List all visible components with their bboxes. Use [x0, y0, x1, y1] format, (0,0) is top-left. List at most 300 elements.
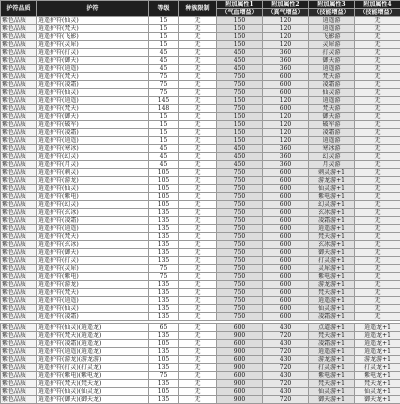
cell-attr4: 逍遥龙+1: [355, 332, 400, 340]
cell-attr3: 月灵游: [309, 161, 355, 169]
cell-name: 逍遥护符(幻灵): [37, 201, 149, 209]
cell-attr3: 凌霜游+1: [309, 217, 355, 225]
cell-attr2: 600: [263, 201, 309, 209]
cell-limit: 无: [179, 121, 217, 129]
cell-attr3: 仙灵游: [309, 89, 355, 97]
cell-limit: 无: [179, 388, 217, 396]
cell-attr4: 无: [355, 73, 400, 81]
cell-attr3: 刺灵游+1: [309, 169, 355, 177]
cell-attr2: 120: [263, 97, 309, 105]
cell-attr1: 150: [217, 25, 263, 33]
cell-limit: 无: [179, 145, 217, 153]
cell-quality: 紫色品质: [1, 105, 37, 113]
header-row: [1, 1, 400, 9]
cell-level: 135: [149, 257, 179, 265]
cell-attr4: 无: [355, 233, 400, 241]
cell-attr2: 360: [263, 49, 309, 57]
cell-quality: 紫色品质: [1, 273, 37, 281]
cell-attr1: 750: [217, 305, 263, 313]
cell-quality: 紫色品质: [1, 233, 37, 241]
cell-level: 135: [149, 364, 179, 372]
cell-level: 135: [149, 241, 179, 249]
cell-attr1: 900: [217, 380, 263, 388]
cell-attr4: 无: [355, 201, 400, 209]
table-row: [1, 169, 400, 177]
cell-name: 逍遥护符(紫电): [37, 193, 149, 201]
cell-name: 逍遥护符(灵犀): [37, 41, 149, 49]
cell-attr1: 750: [217, 217, 263, 225]
cell-quality: 紫色品质: [1, 17, 37, 25]
table-row: [1, 305, 400, 313]
table-row: [1, 121, 400, 129]
table-row: [1, 97, 400, 105]
table-row: [1, 313, 400, 321]
cell-attr4: 游龙游+1: [355, 356, 400, 364]
cell-attr2: 600: [263, 217, 309, 225]
cell-attr2: 120: [263, 33, 309, 41]
cell-quality: 紫色品质: [1, 241, 37, 249]
cell-name: 逍遥护符(逍遥)(逍遥龙): [37, 348, 149, 356]
cell-attr1: 750: [217, 257, 263, 265]
cell-limit: 无: [179, 193, 217, 201]
cell-attr2: 120: [263, 129, 309, 137]
cell-quality: 紫色品质: [1, 372, 37, 380]
cell-level: 135: [149, 281, 179, 289]
cell-attr4: 仙灵龙+1: [355, 388, 400, 396]
cell-name: 逍遥护符(打灵): [37, 49, 149, 57]
cell-attr1: 750: [217, 265, 263, 273]
cell-limit: 无: [179, 356, 217, 364]
cell-attr2: 600: [263, 241, 309, 249]
cell-attr4: 无: [355, 161, 400, 169]
cell-attr1: 750: [217, 297, 263, 305]
header-name: 护符: [37, 1, 149, 17]
cell-attr4: 御天龙+1: [355, 396, 400, 404]
cell-limit: 无: [179, 201, 217, 209]
cell-attr2: 600: [263, 233, 309, 241]
cell-attr2: 360: [263, 153, 309, 161]
cell-name: 逍遥护符(仙灵)(仙灵龙): [37, 388, 149, 396]
cell-attr3: 打灵游+1: [309, 257, 355, 265]
cell-level: 135: [149, 297, 179, 305]
cell-name: 逍遥护符(月灵): [37, 161, 149, 169]
cell-level: 105: [149, 177, 179, 185]
table-row: [1, 105, 400, 113]
cell-quality: 紫色品质: [1, 113, 37, 121]
cell-attr1: 750: [217, 289, 263, 297]
cell-quality: 紫色品质: [1, 297, 37, 305]
cell-quality: 紫色品质: [1, 97, 37, 105]
cell-attr3: 逍遥游: [309, 137, 355, 145]
cell-attr3: 逍遥游+1: [309, 297, 355, 305]
cell-level: 75: [149, 273, 179, 281]
cell-attr4: 无: [355, 41, 400, 49]
cell-attr1: 750: [217, 169, 263, 177]
cell-attr2: 600: [263, 313, 309, 321]
header-attr3: 附加属性3: [309, 1, 355, 9]
cell-level: 15: [149, 41, 179, 49]
cell-attr4: 无: [355, 209, 400, 217]
cell-limit: 无: [179, 289, 217, 297]
cell-level: 105: [149, 356, 179, 364]
cell-attr3: 灵犀游+1: [309, 265, 355, 273]
cell-attr1: 750: [217, 185, 263, 193]
table-row: [1, 65, 400, 73]
cell-attr1: 900: [217, 364, 263, 372]
table-row: [1, 257, 400, 265]
cell-name: 逍遥护符(凌霜): [37, 217, 149, 225]
cell-limit: 无: [179, 169, 217, 177]
cell-limit: 无: [179, 257, 217, 265]
cell-limit: 无: [179, 396, 217, 404]
cell-level: 75: [149, 73, 179, 81]
cell-quality: 紫色品质: [1, 185, 37, 193]
cell-name: 逍遥护符(刺灵): [37, 169, 149, 177]
cell-limit: 无: [179, 81, 217, 89]
cell-name: 逍遥护符(凌霜): [37, 81, 149, 89]
cell-name: 逍遥护符(梵天): [37, 25, 149, 33]
cell-quality: 紫色品质: [1, 177, 37, 185]
cell-attr4: 无: [355, 305, 400, 313]
cell-attr4: 无: [355, 145, 400, 153]
table-row: [1, 348, 400, 356]
cell-attr3: 游龙游+1: [309, 356, 355, 364]
cell-quality: 紫色品质: [1, 145, 37, 153]
cell-name: 逍遥护符(凌霜): [37, 313, 149, 321]
table-row: [1, 25, 400, 33]
cell-attr1: 150: [217, 129, 263, 137]
cell-attr2: 430: [263, 324, 309, 332]
cell-attr1: 150: [217, 33, 263, 41]
header-attr2-sub: （真气增益）: [263, 9, 309, 17]
cell-attr3: 御天游+1: [309, 396, 355, 404]
cell-quality: 紫色品质: [1, 364, 37, 372]
cell-name: 逍遥护符(紫电): [37, 273, 149, 281]
cell-name: 逍遥护符(梵天): [37, 289, 149, 297]
table-row: [1, 185, 400, 193]
table-row: [1, 388, 400, 396]
cell-attr1: 750: [217, 241, 263, 249]
cell-attr1: 750: [217, 281, 263, 289]
cell-attr3: 御天游: [309, 57, 355, 65]
cell-limit: 无: [179, 113, 217, 121]
cell-name: 逍遥护符(游龙): [37, 281, 149, 289]
cell-limit: 无: [179, 57, 217, 65]
cell-attr2: 430: [263, 372, 309, 380]
cell-limit: 无: [179, 17, 217, 25]
cell-level: 45: [149, 153, 179, 161]
cell-attr3: 逍遥游: [309, 25, 355, 33]
cell-attr2: 720: [263, 380, 309, 388]
cell-attr3: 仙灵游+1: [309, 305, 355, 313]
table-row: [1, 41, 400, 49]
cell-attr3: 凌霜游: [309, 129, 355, 137]
table-row: [1, 249, 400, 257]
header-attr4-sub: （技能增益）: [355, 9, 400, 17]
table-row: [1, 89, 400, 97]
cell-name: 逍遥护符(游龙)(游龙游): [37, 356, 149, 364]
cell-attr1: 600: [217, 340, 263, 348]
cell-name: 逍遥护符(御天): [37, 57, 149, 65]
cell-attr4: 无: [355, 249, 400, 257]
cell-attr3: 紫电游+1: [309, 193, 355, 201]
cell-attr3: 玄冰游+1: [309, 209, 355, 217]
cell-quality: 紫色品质: [1, 65, 37, 73]
cell-limit: 无: [179, 89, 217, 97]
cell-quality: 紫色品质: [1, 340, 37, 348]
cell-quality: 紫色品质: [1, 249, 37, 257]
cell-level: 15: [149, 137, 179, 145]
cell-attr3: 梵天游+1: [309, 289, 355, 297]
cell-attr2: 360: [263, 145, 309, 153]
table-row: [1, 153, 400, 161]
cell-quality: 紫色品质: [1, 89, 37, 97]
cell-attr2: 360: [263, 65, 309, 73]
cell-level: 135: [149, 233, 179, 241]
table-row: [1, 177, 400, 185]
cell-level: 105: [149, 340, 179, 348]
cell-attr3: 游龙游+1: [309, 281, 355, 289]
cell-name: 逍遥护符(逍遥): [37, 225, 149, 233]
cell-quality: 紫色品质: [1, 305, 37, 313]
cell-name: 逍遥护符(梵天): [37, 233, 149, 241]
cell-limit: 无: [179, 348, 217, 356]
cell-attr4: 逍遥龙+1: [355, 340, 400, 348]
table-row: [1, 241, 400, 249]
cell-attr2: 600: [263, 81, 309, 89]
cell-attr4: 逍遥龙+1: [355, 324, 400, 332]
table-row: [1, 217, 400, 225]
cell-quality: 紫色品质: [1, 313, 37, 321]
cell-level: 105: [149, 169, 179, 177]
cell-attr2: 120: [263, 41, 309, 49]
table-row: [1, 273, 400, 281]
cell-level: 135: [149, 289, 179, 297]
cell-attr2: 600: [263, 297, 309, 305]
cell-attr1: 150: [217, 113, 263, 121]
cell-quality: 紫色品质: [1, 57, 37, 65]
cell-attr2: 720: [263, 364, 309, 372]
cell-attr1: 900: [217, 348, 263, 356]
cell-name: 逍遥护符(梵天): [37, 73, 149, 81]
table-row: [1, 209, 400, 217]
cell-level: 105: [149, 193, 179, 201]
cell-name: 逍遥护符(梵天)(梵天龙): [37, 380, 149, 388]
cell-attr2: 120: [263, 113, 309, 121]
cell-quality: 紫色品质: [1, 356, 37, 364]
cell-attr1: 450: [217, 65, 263, 73]
cell-attr1: 600: [217, 388, 263, 396]
table-row: [1, 145, 400, 153]
table-row: [1, 129, 400, 137]
cell-attr4: 无: [355, 89, 400, 97]
cell-limit: 无: [179, 324, 217, 332]
cell-attr3: 梵天游+1: [309, 332, 355, 340]
cell-quality: 紫色品质: [1, 49, 37, 57]
cell-limit: 无: [179, 49, 217, 57]
cell-attr2: 600: [263, 289, 309, 297]
cell-quality: 紫色品质: [1, 396, 37, 404]
cell-attr3: 梵天游+1: [309, 380, 355, 388]
cell-attr2: 600: [263, 185, 309, 193]
cell-quality: 紫色品质: [1, 33, 37, 41]
cell-attr2: 120: [263, 17, 309, 25]
cell-attr4: 无: [355, 17, 400, 25]
table-row: [1, 364, 400, 372]
header-attr1-sub: （气血增益）: [217, 9, 263, 17]
cell-quality: 紫色品质: [1, 225, 37, 233]
cell-level: 105: [149, 185, 179, 193]
cell-attr3: 打灵游: [309, 49, 355, 57]
cell-attr4: 无: [355, 57, 400, 65]
cell-limit: 无: [179, 313, 217, 321]
cell-name: 逍遥护符(打灵)(打灵龙): [37, 364, 149, 372]
cell-limit: 无: [179, 281, 217, 289]
cell-attr1: 450: [217, 57, 263, 65]
cell-quality: 紫色品质: [1, 289, 37, 297]
cell-attr4: 紫电龙+1: [355, 372, 400, 380]
cell-attr2: 600: [263, 273, 309, 281]
cell-limit: 无: [179, 33, 217, 41]
amulet-table-combo: [0, 323, 400, 404]
cell-attr4: 无: [355, 113, 400, 121]
cell-attr2: 120: [263, 25, 309, 33]
cell-attr4: 无: [355, 153, 400, 161]
cell-attr3: 逍遥游: [309, 65, 355, 73]
cell-attr4: 无: [355, 169, 400, 177]
cell-limit: 无: [179, 209, 217, 217]
cell-attr3: 逍遥游+1: [309, 225, 355, 233]
cell-attr4: 无: [355, 281, 400, 289]
cell-limit: 无: [179, 105, 217, 113]
cell-attr4: 打灵龙+1: [355, 364, 400, 372]
cell-attr1: 750: [217, 209, 263, 217]
cell-limit: 无: [179, 265, 217, 273]
cell-limit: 无: [179, 73, 217, 81]
cell-name: 逍遥护符(紫电)(紫电龙): [37, 372, 149, 380]
cell-level: 45: [149, 49, 179, 57]
cell-attr3: 逍遥游: [309, 97, 355, 105]
cell-attr1: 150: [217, 137, 263, 145]
cell-name: 逍遥护符(仙灵): [37, 305, 149, 313]
cell-limit: 无: [179, 372, 217, 380]
cell-level: 75: [149, 81, 179, 89]
cell-quality: 紫色品质: [1, 25, 37, 33]
cell-attr4: 无: [355, 265, 400, 273]
cell-level: 135: [149, 313, 179, 321]
cell-name: 逍遥护符(御天)(御天龙): [37, 396, 149, 404]
cell-quality: 紫色品质: [1, 281, 37, 289]
cell-attr3: 紫电游+1: [309, 372, 355, 380]
cell-name: 逍遥护符(梵天)(逍遥龙): [37, 332, 149, 340]
cell-quality: 紫色品质: [1, 121, 37, 129]
cell-attr4: 无: [355, 177, 400, 185]
cell-attr2: 600: [263, 249, 309, 257]
header-attr1: 附加属性1: [217, 1, 263, 9]
cell-attr4: 无: [355, 129, 400, 137]
cell-attr1: 900: [217, 332, 263, 340]
cell-attr3: 游龙游+1: [309, 177, 355, 185]
cell-quality: 紫色品质: [1, 81, 37, 89]
cell-name: 逍遥护符(玄冰): [37, 241, 149, 249]
header-attr3-sub: （技能增益）: [309, 9, 355, 17]
cell-level: 15: [149, 17, 179, 25]
cell-attr4: 无: [355, 241, 400, 249]
cell-level: 75: [149, 372, 179, 380]
cell-attr1: 150: [217, 41, 263, 49]
cell-attr4: 无: [355, 297, 400, 305]
header-attr4: 附加属性4: [355, 1, 400, 9]
cell-level: 65: [149, 324, 179, 332]
cell-attr2: 430: [263, 356, 309, 364]
cell-attr4: 梵天龙+1: [355, 380, 400, 388]
cell-name: 逍遥护符(灵犀): [37, 265, 149, 273]
cell-level: 75: [149, 89, 179, 97]
cell-limit: 无: [179, 185, 217, 193]
cell-level: 45: [149, 57, 179, 65]
cell-attr1: 750: [217, 73, 263, 81]
cell-attr4: 无: [355, 65, 400, 73]
cell-attr1: 150: [217, 97, 263, 105]
cell-attr3: 凌霜游+1: [309, 313, 355, 321]
cell-attr1: 900: [217, 396, 263, 404]
cell-attr4: 无: [355, 185, 400, 193]
cell-attr2: 600: [263, 257, 309, 265]
table-row: [1, 396, 400, 404]
cell-attr4: 无: [355, 33, 400, 41]
cell-name: 逍遥护符(凌霜): [37, 129, 149, 137]
cell-attr1: 600: [217, 372, 263, 380]
cell-attr3: 逍遥游+1: [309, 348, 355, 356]
cell-attr3: 凌霜游+1: [309, 340, 355, 348]
cell-attr2: 120: [263, 137, 309, 145]
cell-limit: 无: [179, 177, 217, 185]
cell-limit: 无: [179, 340, 217, 348]
table-row: [1, 17, 400, 25]
cell-level: 135: [149, 225, 179, 233]
cell-attr3: 御天游: [309, 113, 355, 121]
table-row: [1, 372, 400, 380]
table-row: [1, 324, 400, 332]
table-row: [1, 57, 400, 65]
cell-attr4: 无: [355, 121, 400, 129]
cell-quality: 紫色品质: [1, 169, 37, 177]
table-row: [1, 340, 400, 348]
table-row: [1, 233, 400, 241]
cell-attr3: 灵犀游: [309, 41, 355, 49]
cell-level: 135: [149, 249, 179, 257]
cell-attr2: 600: [263, 73, 309, 81]
cell-attr1: 750: [217, 193, 263, 201]
cell-level: 15: [149, 129, 179, 137]
cell-attr3: 玄冰游+1: [309, 241, 355, 249]
table-row: [1, 161, 400, 169]
cell-quality: 紫色品质: [1, 388, 37, 396]
cell-attr4: 无: [355, 97, 400, 105]
cell-attr3: 紫电游+1: [309, 273, 355, 281]
table-row: [1, 137, 400, 145]
cell-level: 15: [149, 25, 179, 33]
header-level: 等级: [149, 1, 179, 17]
cell-quality: 紫色品质: [1, 209, 37, 217]
cell-attr2: 430: [263, 340, 309, 348]
cell-name: 逍遥护符(逍遥): [37, 97, 149, 105]
table-row: [1, 281, 400, 289]
cell-attr2: 720: [263, 348, 309, 356]
cell-name: 逍遥护符(玄冰): [37, 209, 149, 217]
cell-limit: 无: [179, 225, 217, 233]
cell-quality: 紫色品质: [1, 380, 37, 388]
